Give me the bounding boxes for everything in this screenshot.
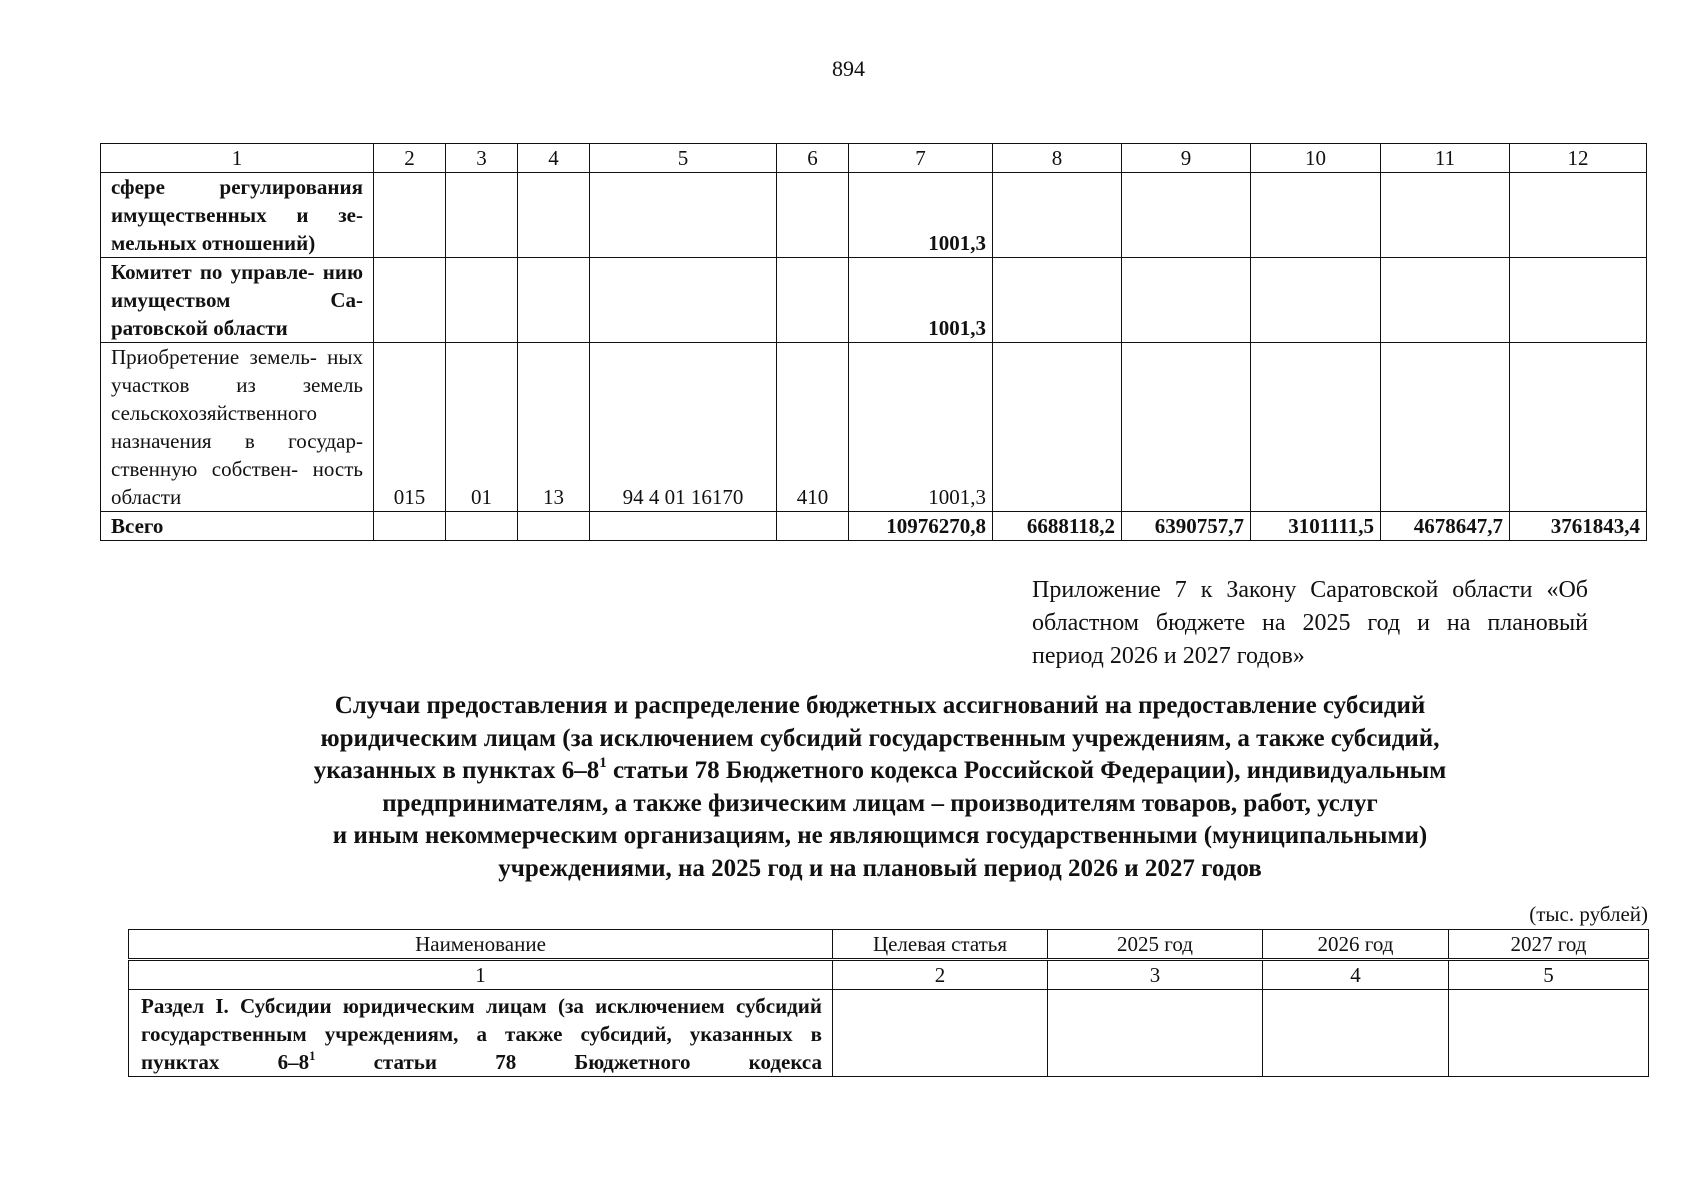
table-cell: 4678647,7 [1381, 512, 1510, 541]
table-cell: 6390757,7 [1122, 512, 1251, 541]
table-cell [446, 173, 518, 258]
table-cell [1122, 173, 1251, 258]
total-row [101, 512, 1647, 541]
table-cell [1510, 258, 1647, 343]
column-header: 9 [1122, 144, 1251, 173]
table-cell [1381, 343, 1510, 512]
column-header: 8 [993, 144, 1122, 173]
table-cell [777, 512, 849, 541]
column-number-row [129, 960, 1649, 990]
table-cell [1048, 990, 1263, 1077]
column-header: 10 [1251, 144, 1381, 173]
row-name: Комитет по управле- нию имуществом Са- ратовской области [101, 258, 374, 343]
column-header: 4 [518, 144, 590, 173]
table-cell: 410 [777, 343, 849, 512]
table-cell: 1001,3 [849, 173, 993, 258]
table-header-row [101, 144, 1647, 173]
row-name: Всего [101, 512, 374, 541]
table-cell [1251, 343, 1381, 512]
table-cell [777, 173, 849, 258]
column-header: 7 [849, 144, 993, 173]
table-cell [1510, 173, 1647, 258]
table-row [129, 990, 1649, 1077]
table-cell [374, 512, 446, 541]
column-header: 2026 год [1263, 930, 1449, 960]
row-name: Приобретение земель- ных участков из земель сельскохозяйственного назначения в государ- ственную собствен- ность области [101, 343, 374, 512]
table-cell [993, 343, 1122, 512]
column-header: Целевая статья [833, 930, 1048, 960]
table-cell [1251, 173, 1381, 258]
subsidies-table [128, 929, 1649, 1077]
document-title: Случаи предоставления и распределение бюджетных ассигнований на предоставление субсидий юридическим лицам (за исключением субсидий государственным учреждениям, а также субсидий, указанных в пунктах $6-8^1$ статьи 78 Бюджетного кодекса Российской Федерации), индивидуальным предпринимателям, а также физическим лицам – производителям товаров, работ, услуг и иным некоммерческим организациям, не являющимся государственными (муниципальными) учреждениями, на 2025 год и на плановый период 2026 и 2027 годов [313, 692, 1447, 882]
table-cell [518, 258, 590, 343]
column-number: 3 [1048, 960, 1263, 990]
table-cell [1122, 258, 1251, 343]
column-number: 5 [1449, 960, 1649, 990]
appendix-note: Приложение 7 к Закону Саратовской области «Об областном бюджете на 2025 год и на плановый период 2026 и 2027 годов» [1032, 577, 1589, 669]
table-cell [518, 512, 590, 541]
table-cell [518, 173, 590, 258]
column-number: 1 [129, 960, 833, 990]
table-cell [446, 512, 518, 541]
table-cell [1449, 990, 1649, 1077]
table-cell [1510, 343, 1647, 512]
table-cell: 1001,3 [849, 343, 993, 512]
table-row [101, 343, 1647, 512]
column-header: 11 [1381, 144, 1510, 173]
table-cell: 10976270,8 [849, 512, 993, 541]
column-header: 5 [590, 144, 777, 173]
table-cell [1263, 990, 1449, 1077]
table-cell [374, 258, 446, 343]
column-header: 1 [101, 144, 374, 173]
table-cell [993, 258, 1122, 343]
units-label: (тыс. рублей) [1529, 902, 1648, 926]
table-cell: 6688118,2 [993, 512, 1122, 541]
table-cell [1122, 343, 1251, 512]
table-cell [374, 173, 446, 258]
table-cell: 1001,3 [849, 258, 993, 343]
column-number: 4 [1263, 960, 1449, 990]
column-header: 2027 год [1449, 930, 1649, 960]
table-row [101, 173, 1647, 258]
table-cell [833, 990, 1048, 1077]
table-cell [590, 173, 777, 258]
section-heading: Раздел I. Субсидии юридическим лицам (за исключением субсидий государственным учреждениям, а также субсидий, указанных в пунктах $6-8^1$ статьи 78 Бюджетного кодекса [129, 990, 833, 1077]
table-cell: 3761843,4 [1510, 512, 1647, 541]
page-number: 894 [832, 56, 865, 81]
table-cell: 3101111,5 [1251, 512, 1381, 541]
table-cell: 13 [518, 343, 590, 512]
table-cell [590, 258, 777, 343]
table-cell [1251, 258, 1381, 343]
table-cell [1381, 173, 1510, 258]
column-header: 6 [777, 144, 849, 173]
column-header: 12 [1510, 144, 1647, 173]
column-header: Наименование [129, 930, 833, 960]
table-cell [590, 512, 777, 541]
table-cell: 01 [446, 343, 518, 512]
column-header: 3 [446, 144, 518, 173]
table-cell: 015 [374, 343, 446, 512]
column-header: 2025 год [1048, 930, 1263, 960]
table-cell [777, 258, 849, 343]
table-cell [993, 173, 1122, 258]
column-header: 2 [374, 144, 446, 173]
table-cell [446, 258, 518, 343]
table-row [101, 258, 1647, 343]
table-cell: 94 4 01 16170 [590, 343, 777, 512]
budget-table-continuation [100, 143, 1647, 541]
column-number: 2 [833, 960, 1048, 990]
row-name: сфере регулирования имущественных и зе- мельных отношений) [101, 173, 374, 258]
table-cell [1381, 258, 1510, 343]
table-header-row [129, 930, 1649, 960]
